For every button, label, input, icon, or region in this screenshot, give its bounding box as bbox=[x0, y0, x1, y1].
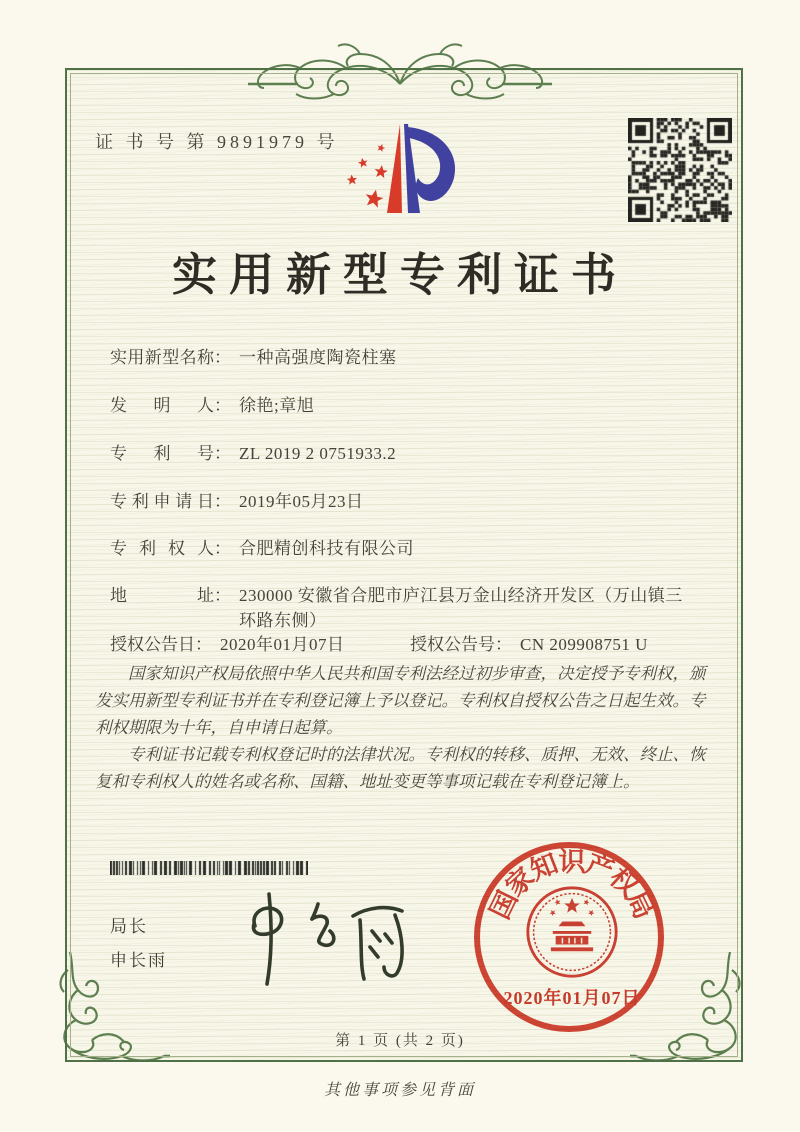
legal-paragraph-1: 国家知识产权局依照中华人民共和国专利法经过初步审查，决定授予专利权，颁发实用新型专利证书并在专利登记簿上予以登记。专利权自授权公告之日起生效。专利权期限为十年，自申请日起算。 bbox=[95, 664, 706, 737]
qr-code bbox=[628, 118, 732, 222]
back-note: 其他事项参见背面 bbox=[323, 1082, 476, 1099]
certificate-title: 实用新型专利证书 bbox=[171, 250, 628, 300]
field-value: 一种高强度陶瓷柱塞 bbox=[239, 348, 397, 367]
field-value: 2019年05月23日 bbox=[239, 492, 364, 511]
barcode bbox=[110, 861, 308, 875]
field-label: 授权公告日 bbox=[110, 635, 195, 654]
seal-agency-char: 国 bbox=[484, 885, 524, 924]
field-label: 专利申请日 bbox=[110, 492, 214, 511]
seal-agency-char: 局 bbox=[620, 885, 660, 924]
field-inventor: 发明人： 徐艳;章旭 bbox=[110, 393, 314, 418]
seal-agency-char: 产 bbox=[581, 848, 618, 887]
cnipa-logo bbox=[330, 110, 480, 226]
field-application-date: 专利申请日： 2019年05月23日 bbox=[110, 489, 364, 514]
seal-agency-char: 权 bbox=[603, 861, 644, 903]
field-label: 实用新型名称 bbox=[110, 348, 214, 367]
seal-agency-char: 家 bbox=[500, 861, 541, 903]
field-value: CN 209908751 U bbox=[520, 635, 648, 654]
officer-title: 局长 bbox=[110, 917, 148, 936]
field-utility-model-name: 实用新型名称： 一种高强度陶瓷柱塞 bbox=[110, 345, 397, 370]
field-patentee: 专利权人： 合肥精创科技有限公司 bbox=[110, 536, 414, 561]
field-label: 专利权人 bbox=[110, 539, 214, 558]
director-signature bbox=[225, 884, 423, 994]
field-value: 230000 安徽省合肥市庐江县万金山经济开发区（万山镇三环路东侧） bbox=[239, 586, 683, 630]
field-address: 地址： 230000 安徽省合肥市庐江县万金山经济开发区（万山镇三环路东侧） bbox=[110, 583, 687, 633]
national-emblem bbox=[524, 884, 620, 980]
legal-paragraph-2: 专利证书记载专利权登记时的法律状况。专利权的转移、质押、无效、终止、恢复和专利权人的姓名或名称、国籍、地址变更等事项记载在专利登记簿上。 bbox=[95, 745, 706, 791]
page-number: 第 1 页 (共 2 页) bbox=[335, 1033, 465, 1049]
field-label: 发明人 bbox=[110, 396, 214, 415]
seal-date: 2020年01月07日 bbox=[503, 988, 641, 1008]
field-patent-number: 专利号： ZL 2019 2 0751933.2 bbox=[110, 441, 396, 466]
seal-agency-char: 知 bbox=[526, 848, 563, 887]
field-value: 2020年01月07日 bbox=[220, 635, 345, 654]
field-label: 地址 bbox=[110, 586, 214, 605]
field-value: 徐艳;章旭 bbox=[239, 396, 315, 415]
certificate-number: 证 书 号 第 9891979 号 bbox=[95, 132, 339, 152]
seal-agency-char: 识 bbox=[558, 847, 586, 877]
legal-text-block bbox=[95, 660, 711, 795]
field-grant-date: 授权公告日： 2020年01月07日 bbox=[110, 632, 345, 657]
field-grant-number: 授权公告号： CN 209908751 U bbox=[410, 632, 648, 657]
field-value: ZL 2019 2 0751933.2 bbox=[239, 444, 397, 463]
field-label: 授权公告号 bbox=[410, 635, 495, 654]
field-label: 专利号 bbox=[110, 444, 214, 463]
field-value: 合肥精创科技有限公司 bbox=[239, 539, 414, 558]
officer-name: 申长雨 bbox=[110, 951, 167, 970]
cnipa-seal bbox=[466, 834, 678, 1046]
